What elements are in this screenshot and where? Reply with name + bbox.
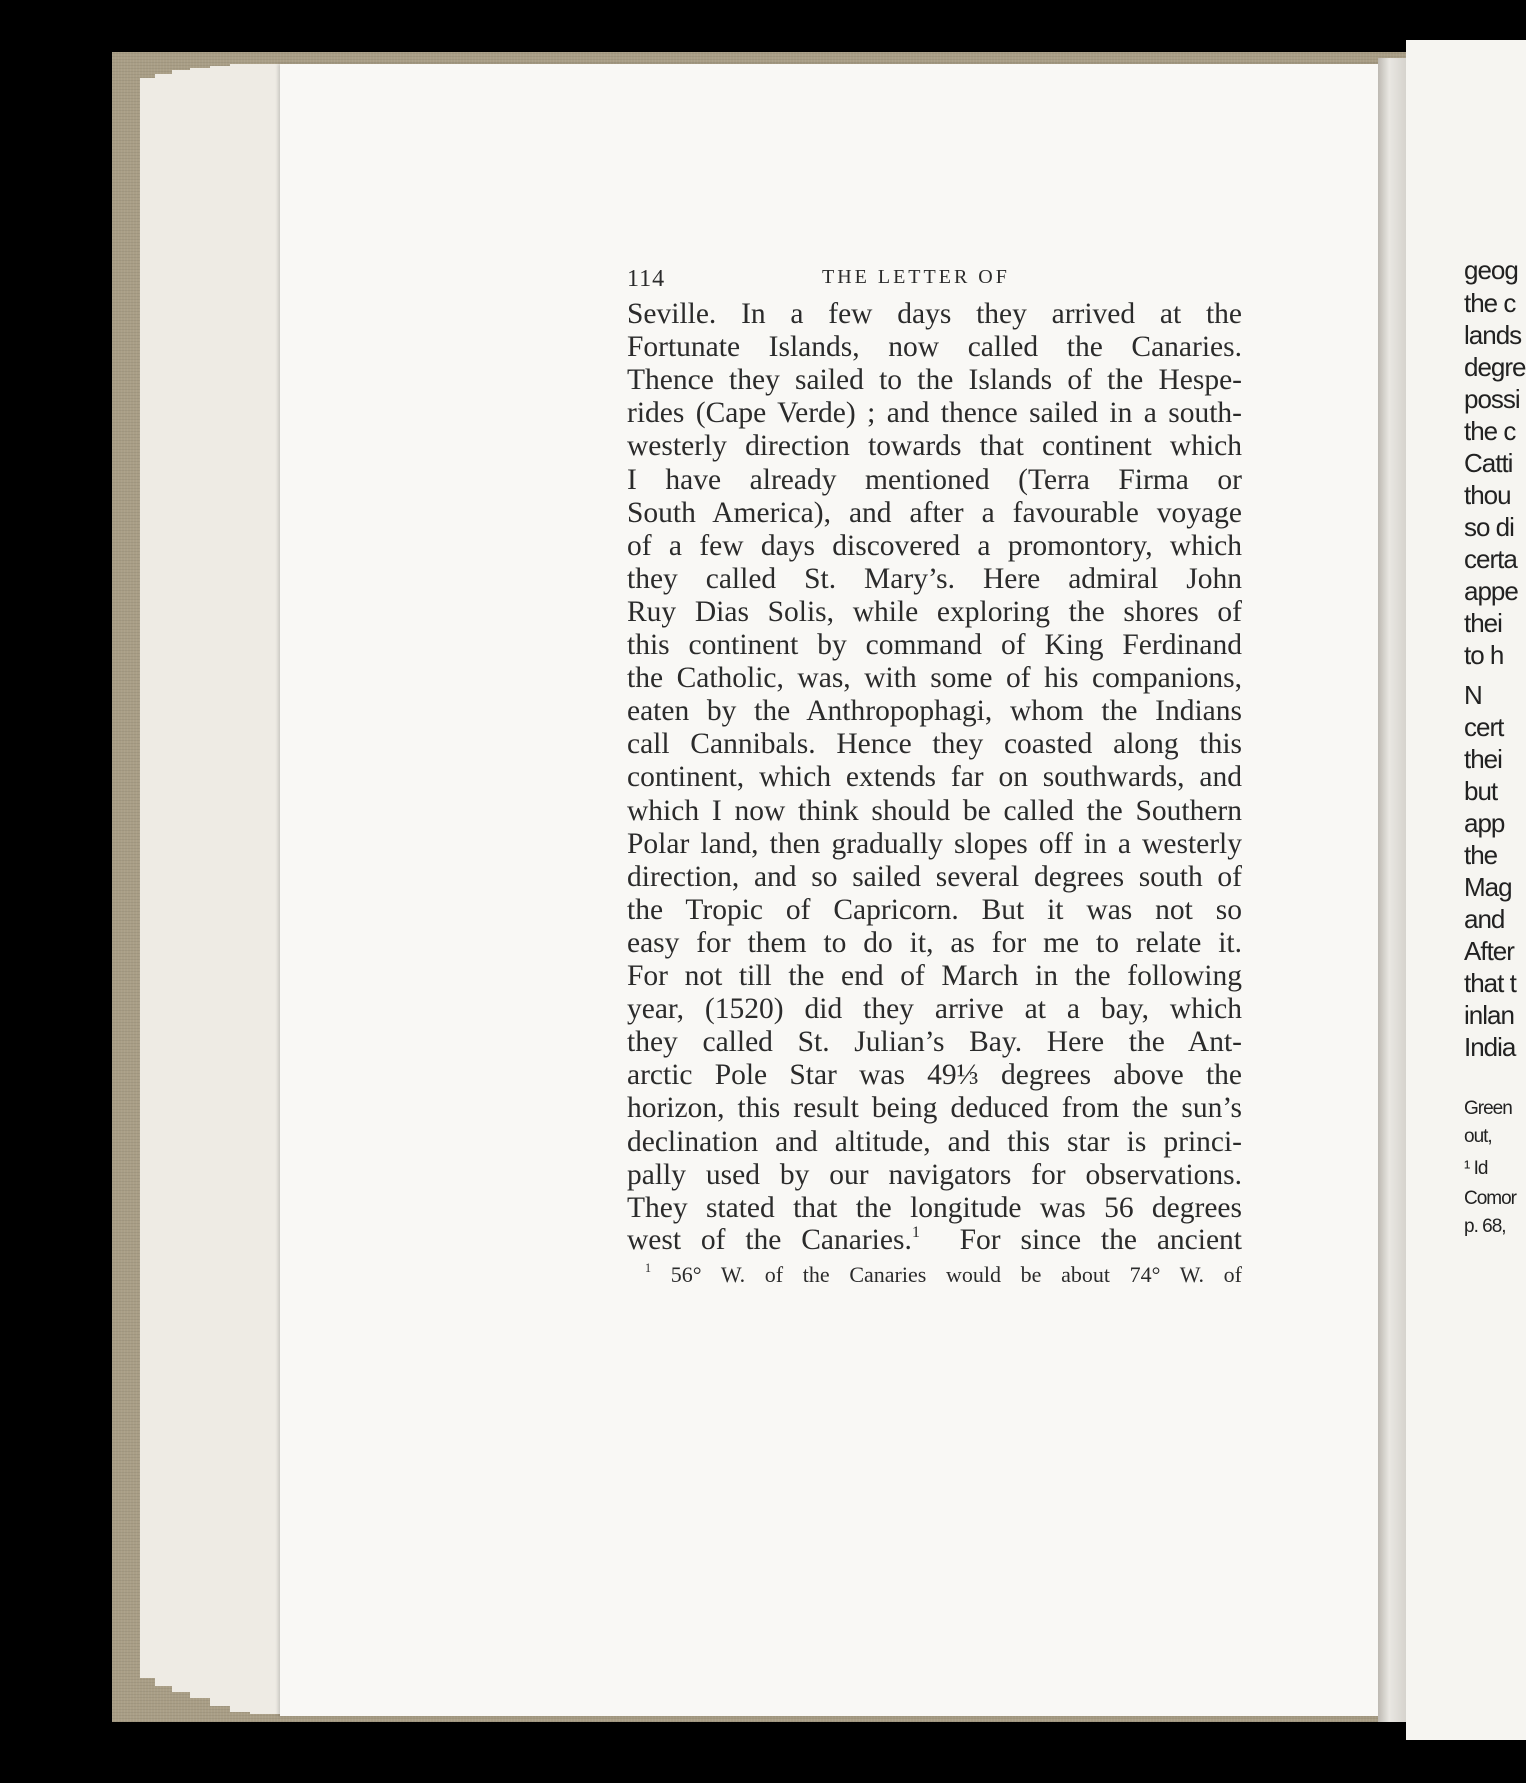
- footnote: [645, 1262, 1242, 1288]
- body-line: pally used by our navigators for observations.: [627, 1158, 1242, 1191]
- facing-page-footnote-fragment: Comor: [1464, 1188, 1517, 1209]
- body-line-text: For since the ancient: [919, 1224, 1242, 1256]
- body-line: Seville. In a few days they arrived at the: [627, 298, 1242, 330]
- facing-page-fragment: Catti: [1464, 448, 1513, 478]
- page-number: 114: [627, 266, 666, 292]
- facing-page-fragment: thei: [1464, 744, 1502, 774]
- body-line: Ruy Dias Solis, while exploring the shores of: [627, 595, 1242, 628]
- facing-page-fragment: certa: [1464, 544, 1517, 574]
- facing-page-fragment: India: [1464, 1032, 1516, 1062]
- facing-page-fragment: Mag: [1464, 872, 1512, 902]
- facing-page-fragment: the c: [1464, 288, 1516, 318]
- footnote-marker: 1: [645, 1261, 652, 1275]
- facing-page-fragment: the c: [1464, 416, 1516, 446]
- book-gutter: [1378, 58, 1406, 1722]
- body-line: continent, which extends far on southwards, and: [627, 761, 1242, 794]
- body-line: rides (Cape Verde) ; and thence sailed in a south-: [627, 397, 1242, 430]
- body-line: westerly direction towards that continent which: [627, 430, 1242, 463]
- facing-page-footnote-fragment: ¹ Id: [1464, 1158, 1488, 1179]
- body-line: arctic Pole Star was 49⅓ degrees above the: [627, 1059, 1242, 1092]
- facing-page-fragment: to h: [1464, 640, 1504, 670]
- facing-page-fragment: possi: [1464, 384, 1520, 414]
- body-line: For not till the end of March in the following: [627, 960, 1242, 992]
- body-line: they called St. Julian’s Bay. Here the Ant-: [627, 1026, 1242, 1059]
- facing-page-fragment: lands: [1464, 320, 1522, 350]
- body-line: of a few days discovered a promontory, which: [627, 529, 1242, 562]
- facing-page-fragment: After: [1464, 936, 1514, 966]
- facing-page-fragment: thei: [1464, 608, 1502, 638]
- facing-page-footnote-fragment: p. 68,: [1464, 1216, 1506, 1237]
- body-line: Polar land, then gradually slopes off in a westerly: [627, 827, 1242, 860]
- facing-page-footnote-fragment: Green: [1464, 1098, 1512, 1119]
- body-line: They stated that the longitude was 56 degrees: [627, 1191, 1242, 1224]
- body-line: the Catholic, was, with some of his companions,: [627, 662, 1242, 695]
- body-line: Fortunate Islands, now called the Canaries.: [627, 331, 1242, 364]
- facing-page-fragment: but: [1464, 776, 1498, 806]
- body-line: eaten by the Anthropophagi, whom the Indians: [627, 695, 1242, 728]
- facing-page-footnote-fragment: out,: [1464, 1126, 1492, 1147]
- body-line: easy for them to do it, as for me to relate it.: [627, 926, 1242, 959]
- body-line: call Cannibals. Hence they coasted along this: [627, 728, 1242, 761]
- facing-page-fragment: the: [1464, 840, 1498, 870]
- facing-page-fragment: and: [1464, 904, 1505, 934]
- facing-page-fragment: cert: [1464, 712, 1504, 742]
- body-line: [627, 1224, 1242, 1257]
- footnote-reference: 1: [911, 1223, 920, 1241]
- footnote-text: 56° W. of the Canaries would be about 74° W. of: [670, 1262, 1242, 1287]
- body-line: direction, and so sailed several degrees south of: [627, 860, 1242, 893]
- facing-page-fragment: appe: [1464, 576, 1518, 606]
- body-line: horizon, this result being deduced from the sun’s: [627, 1092, 1242, 1125]
- body-line: year, (1520) did they arrive at a bay, which: [627, 993, 1242, 1026]
- facing-page-fragment: N: [1464, 680, 1482, 710]
- facing-page-fragment: geog: [1464, 255, 1518, 285]
- body-line: I have already mentioned (Terra Firma or: [627, 463, 1242, 496]
- body-line-text: west of the Canaries.: [627, 1224, 912, 1256]
- body-line: the Tropic of Capricorn. But it was not so: [627, 893, 1242, 926]
- facing-page-fragment: so di: [1464, 512, 1514, 542]
- facing-page-fragment: degre: [1464, 352, 1526, 382]
- facing-page: [1406, 40, 1526, 1740]
- body-line: which I now think should be called the Southern: [627, 794, 1242, 827]
- facing-page-fragment: thou: [1464, 480, 1511, 510]
- body-line: this continent by command of King Ferdinand: [627, 629, 1242, 661]
- running-head: THE LETTER OF: [822, 266, 1010, 288]
- facing-page-fragment: inlan: [1464, 1000, 1514, 1030]
- facing-page-fragment: that t: [1464, 968, 1516, 998]
- facing-page-fragment: app: [1464, 808, 1505, 838]
- body-line: they called St. Mary’s. Here admiral John: [627, 562, 1242, 595]
- body-line: declination and altitude, and this star is princi-: [627, 1125, 1242, 1158]
- body-line: South America), and after a favourable voyage: [627, 496, 1242, 529]
- body-line: Thence they sailed to the Islands of the Hespe-: [627, 364, 1242, 397]
